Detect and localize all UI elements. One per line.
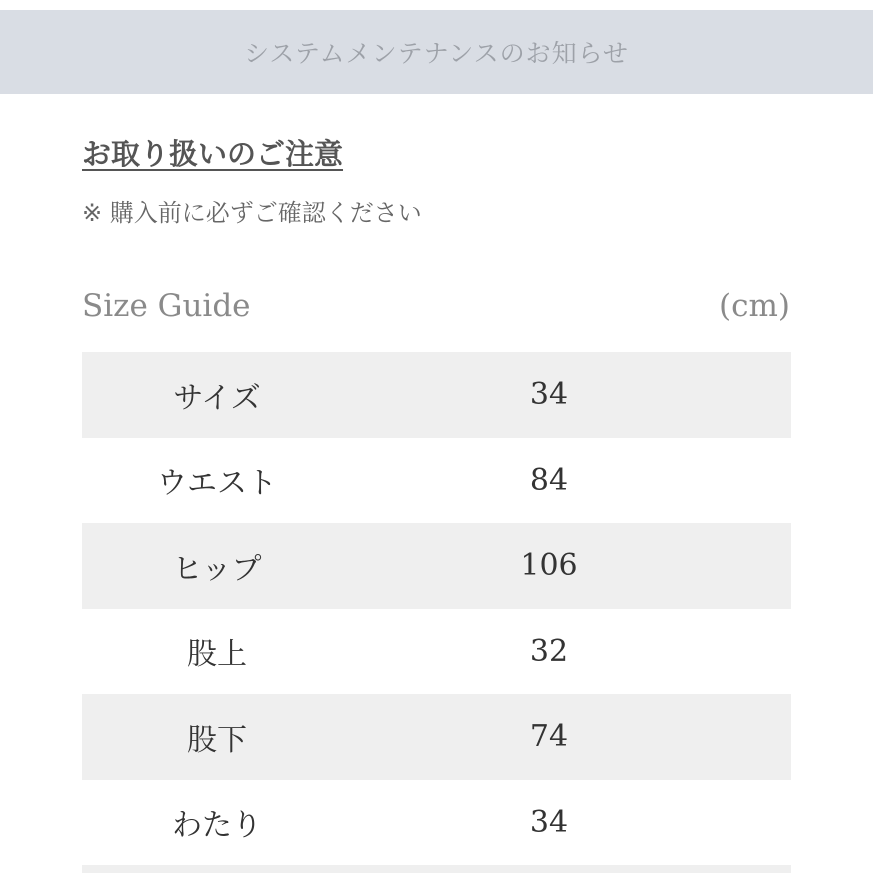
table-row [82, 438, 791, 524]
table-row [82, 780, 791, 866]
row-label: 股上 [187, 637, 247, 673]
handling-notice-subtitle: ※ 購入前に必ずご確認ください [82, 199, 422, 227]
size-guide-unit: (cm) [719, 288, 790, 324]
row-value: 84 [529, 462, 569, 498]
row-label: ウエスト [157, 466, 277, 502]
table-row [82, 523, 791, 609]
maintenance-banner[interactable] [0, 10, 873, 94]
row-value [352, 865, 746, 873]
row-spacer [746, 352, 791, 438]
row-label: サイズ [173, 380, 261, 416]
row-spacer [746, 780, 791, 866]
row-spacer [746, 694, 791, 780]
maintenance-notice-link[interactable]: システムメンテナンスのお知らせ [244, 39, 629, 68]
row-value: 74 [529, 719, 569, 755]
row-spacer [746, 438, 791, 524]
row-value: 34 [529, 804, 569, 840]
handling-notice-title: お取り扱いのご注意 [82, 137, 344, 171]
row-label: ヒップ [172, 551, 262, 587]
row-value: 32 [529, 633, 569, 669]
row-spacer [746, 865, 791, 873]
row-label: 股下 [187, 722, 247, 758]
table-row [82, 609, 791, 695]
row-spacer [746, 523, 791, 609]
table-row [82, 694, 791, 780]
size-table [82, 352, 791, 873]
row-value: 34 [529, 377, 569, 413]
row-label [82, 865, 352, 873]
row-value: 106 [520, 548, 578, 584]
table-row [82, 865, 791, 873]
table-row [82, 352, 791, 438]
row-label: わたり [172, 808, 262, 844]
size-guide-title: Size Guide [82, 288, 251, 324]
row-spacer [746, 609, 791, 695]
top-strip [0, 0, 873, 10]
